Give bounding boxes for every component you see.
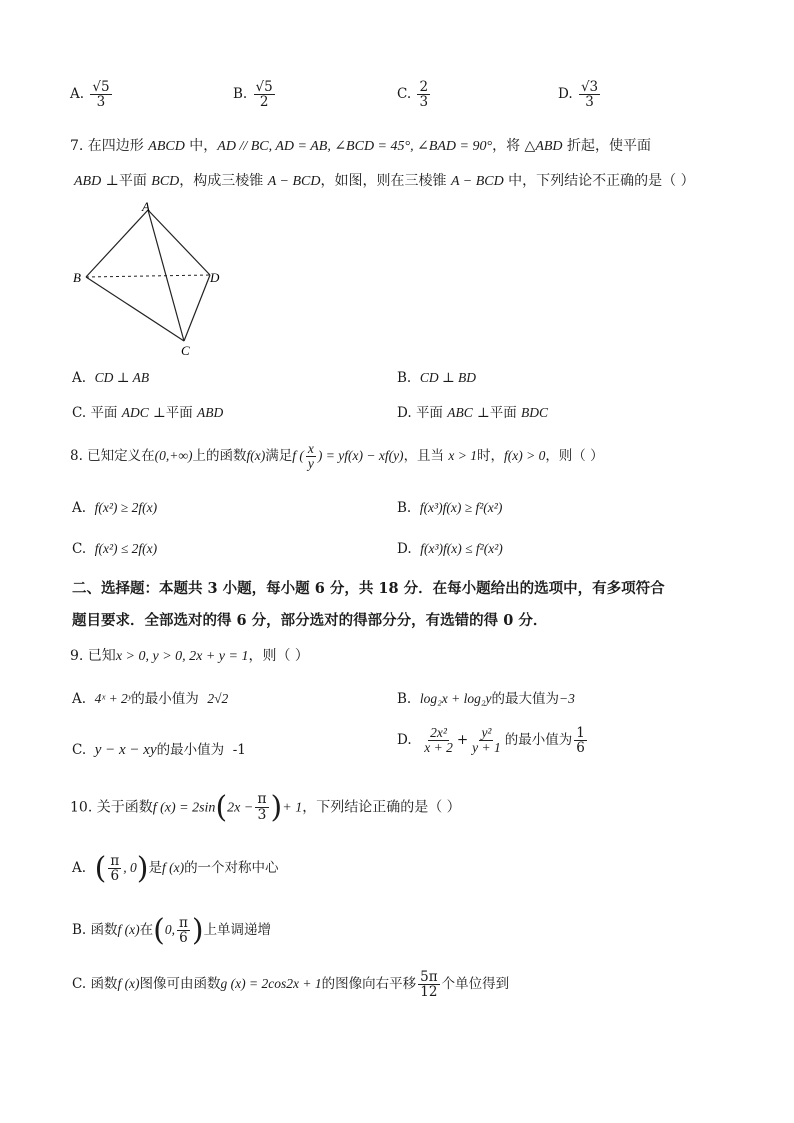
- math: 0,: [164, 922, 175, 937]
- text: 函数: [90, 976, 118, 993]
- q7-option-d: [397, 401, 548, 421]
- q6-option-d: [558, 80, 602, 109]
- denominator: 6: [179, 930, 188, 946]
- fraction: [177, 916, 190, 945]
- math: f(x): [246, 448, 266, 464]
- text: 中，: [184, 138, 218, 154]
- vertex-label-b: B: [73, 270, 81, 285]
- math: (0,+∞): [154, 448, 193, 464]
- math: BCD: [151, 174, 180, 189]
- option-label: A.: [70, 86, 85, 103]
- math: f (x): [161, 860, 185, 875]
- math: CD ⊥ AB: [94, 370, 150, 385]
- fraction: [306, 442, 316, 471]
- math: f (x): [117, 922, 140, 937]
- denominator: y: [307, 456, 314, 472]
- text: 的最小值为: [156, 742, 225, 758]
- option-label: A.: [72, 860, 87, 876]
- numerator: π: [257, 791, 267, 808]
- fraction: [579, 80, 600, 109]
- q10-option-b: [72, 913, 271, 948]
- text: 上单调递增: [203, 922, 272, 938]
- text: 个单位得到: [441, 976, 510, 993]
- fraction: [574, 726, 587, 755]
- math: AD // BC, AD = AB, ∠BCD = 45°, ∠BAD = 90°: [217, 139, 493, 154]
- math: f(x³)f(x) ≤ f²(x²): [420, 541, 503, 556]
- q9-stem: [70, 645, 309, 665]
- math: BDC: [521, 405, 549, 420]
- text: ，则（ ）: [248, 648, 309, 664]
- math: f (: [292, 448, 304, 464]
- text: 10. 关于函数: [70, 799, 153, 816]
- paren-open: (: [215, 790, 228, 825]
- paren-open: (: [153, 913, 165, 948]
- q10-option-c: [72, 970, 509, 999]
- math: f (x): [117, 976, 140, 992]
- math: 2√2: [207, 691, 229, 706]
- denominator: 3: [585, 94, 594, 111]
- q8-option-c: [72, 541, 157, 557]
- text: ，下列结论正确的是（ ）: [302, 799, 461, 816]
- option-label: C.: [397, 86, 412, 103]
- fraction: [470, 726, 503, 755]
- vertex-label-a: A: [142, 199, 150, 214]
- math: + 1: [282, 800, 303, 816]
- math: △ABD: [524, 139, 563, 154]
- text: 7. 在四边形: [70, 138, 149, 154]
- q7-option-b: [397, 370, 476, 386]
- q9-option-c: [72, 738, 246, 759]
- option-label: C.: [72, 541, 87, 557]
- text: 平面: [90, 405, 122, 421]
- option-label: A.: [72, 500, 87, 516]
- denominator: y + 1: [472, 740, 501, 756]
- text: ，且当: [403, 448, 449, 465]
- q9-option-b: [397, 687, 575, 707]
- option-label: B.: [233, 86, 248, 103]
- numerator: √5: [92, 79, 110, 95]
- fraction: [90, 80, 111, 109]
- math: y − x − xy: [94, 742, 157, 758]
- option-label: C.: [72, 405, 87, 421]
- denominator: 12: [420, 984, 438, 1001]
- option-label: C.: [72, 976, 87, 993]
- fraction: [417, 80, 430, 109]
- paren-close: ): [270, 790, 283, 825]
- text: 的最小值为: [504, 732, 573, 749]
- text: 时，: [476, 448, 504, 465]
- numerator: 5π: [420, 969, 438, 985]
- q8-option-b: [397, 500, 502, 516]
- q7-option-a: [72, 370, 149, 386]
- edge-ab: [86, 210, 148, 277]
- text: 9. 已知: [70, 648, 116, 664]
- q6-option-b: [233, 80, 277, 109]
- math: ADC: [121, 405, 149, 420]
- fraction: [254, 80, 275, 109]
- text: 的图像向右平移: [321, 976, 417, 993]
- option-label: C.: [72, 742, 87, 758]
- numerator: 1: [576, 725, 585, 741]
- math: ABCD: [148, 139, 185, 154]
- denominator: 2: [259, 94, 269, 111]
- q10-option-a: [72, 851, 279, 886]
- text: ⊥平面: [101, 173, 152, 189]
- numerator: x: [307, 441, 314, 456]
- q9-option-a: [72, 687, 228, 707]
- paren-open: (: [94, 851, 107, 886]
- math: f(x) > 0: [503, 448, 546, 464]
- option-label: D.: [397, 405, 412, 421]
- math: , 0: [123, 860, 137, 875]
- option-label: B.: [397, 691, 412, 707]
- text: ，将: [492, 138, 525, 154]
- q8-option-a: [72, 500, 157, 516]
- option-label: D.: [558, 86, 573, 103]
- text: 图像可由函数: [139, 976, 221, 993]
- math: ABC: [447, 405, 473, 420]
- math: f(x²) ≥ 2f(x): [94, 500, 158, 515]
- q7-option-c: [72, 401, 223, 421]
- text: ⊥平面: [148, 405, 198, 421]
- text: 的一个对称中心: [184, 860, 279, 876]
- numerator: π: [178, 914, 188, 931]
- math: CD ⊥ BD: [419, 370, 477, 385]
- vertex-label-c: C: [181, 343, 190, 358]
- math: ABD: [197, 405, 224, 420]
- text: 满足: [265, 448, 293, 465]
- edge-bd-hidden: [86, 275, 210, 277]
- option-label: D.: [397, 732, 412, 749]
- text: 的最小值为: [131, 691, 199, 707]
- fraction: [108, 854, 121, 883]
- fraction: [422, 726, 455, 755]
- text: 中，下列结论不正确的是（ ）: [503, 173, 695, 189]
- fraction: [255, 792, 268, 822]
- math: 2x −: [227, 800, 254, 816]
- plus-sign: +: [456, 732, 469, 749]
- option-label: B.: [72, 922, 87, 938]
- q8-option-d: [397, 541, 503, 557]
- math: log₂x + log₂y: [419, 691, 492, 706]
- numerator: √3: [580, 79, 599, 95]
- denominator: 3: [257, 807, 267, 823]
- option-label: B.: [397, 370, 412, 386]
- q6-option-c: [397, 80, 432, 109]
- q6-option-a: [70, 80, 114, 109]
- denominator: 3: [96, 94, 106, 111]
- math: f(x²) ≤ 2f(x): [94, 541, 158, 556]
- text: ，如图，则在三棱锥: [320, 173, 451, 189]
- tetrahedron-figure: [70, 198, 230, 363]
- text: ⊥平面: [472, 405, 522, 421]
- math: g (x) = 2cos2x + 1: [220, 976, 322, 992]
- math: 4ˣ + 2ʸ: [94, 691, 132, 706]
- option-label: D.: [397, 541, 412, 557]
- math: x > 0, y > 0, 2x + y = 1: [115, 649, 249, 664]
- denominator: 6: [110, 868, 120, 884]
- q7-stem-line1: [70, 135, 651, 155]
- numerator: y²: [481, 725, 492, 740]
- text: ，则（ ）: [545, 448, 604, 465]
- numerator: π: [110, 852, 120, 869]
- option-label: A.: [72, 370, 87, 386]
- text: 是: [148, 860, 162, 876]
- numerator: 2: [419, 79, 429, 95]
- paren-close: ): [136, 851, 149, 886]
- numerator: 2x²: [430, 725, 447, 740]
- denominator: x + 2: [424, 740, 453, 756]
- text: 上的函数: [192, 448, 247, 465]
- vertex-label-d: D: [210, 270, 220, 285]
- math: A − BCD: [450, 174, 504, 189]
- math: ) = yf(x) − xf(y): [317, 448, 404, 464]
- numerator: √5: [255, 79, 273, 95]
- edge-dc: [184, 275, 210, 341]
- denominator: 3: [419, 94, 429, 111]
- text: 函数: [90, 922, 118, 938]
- paren-close: ): [191, 913, 204, 948]
- q9-option-d: [397, 726, 589, 755]
- q10-stem: [70, 790, 461, 825]
- section-heading-line2: 题目要求．全部选对的得 6 分，部分选对的得部分分，有选错的得 0 分．: [72, 612, 548, 629]
- math: −3: [559, 691, 575, 706]
- text: 8. 已知定义在: [70, 448, 155, 465]
- text: ，构成三棱锥: [179, 173, 268, 189]
- math: ABD: [74, 174, 102, 189]
- math: f(x³)f(x) ≥ f²(x²): [419, 500, 503, 515]
- math: x > 1: [448, 448, 477, 464]
- option-label: A.: [72, 691, 87, 707]
- text: 的最大值为: [491, 691, 560, 707]
- text: 折起，使平面: [562, 138, 651, 154]
- q7-stem-line2: [74, 170, 695, 190]
- math: A − BCD: [267, 174, 321, 189]
- math: -1: [232, 742, 246, 758]
- denominator: 6: [576, 740, 585, 757]
- option-label: B.: [397, 500, 412, 516]
- text: 平面: [415, 405, 448, 421]
- math: f (x) = 2sin: [152, 800, 216, 816]
- q8-stem: [70, 442, 604, 471]
- section-heading-line1: 二、选择题：本题共 3 小题，每小题 6 分，共 18 分．在每小题给出的选项中，有多项符合: [72, 580, 665, 597]
- fraction: [418, 970, 439, 999]
- text: 在: [139, 922, 154, 938]
